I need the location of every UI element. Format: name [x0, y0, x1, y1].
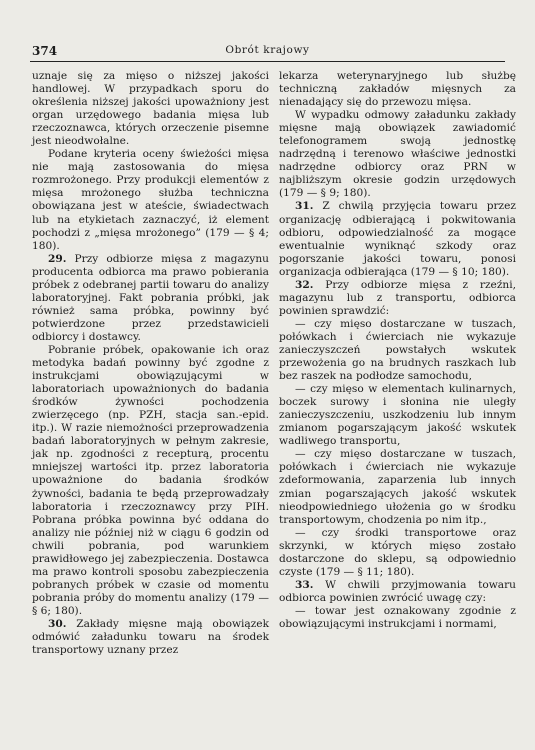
list-item: — czy mięso w elementach kulinarnych, boczek surowy i słonina nie uległy zanieczyszczeniu, uszkodzeniu lub innym zmianom pogarszającym jakość wskutek wadliwego transportu, — [279, 383, 516, 448]
header-rule — [30, 61, 505, 62]
paragraph-32 — [279, 279, 516, 318]
paragraph-33 — [279, 579, 516, 605]
paragraph-30 — [32, 618, 269, 657]
section-number: 30. — [48, 617, 67, 630]
paragraph: Podane kryteria oceny świeżości mięsa nie mają zastosowania do mięsa rozmrożonego. Przy produkcji elementów z mięsa mrożonego służba techniczna obowiązana jest w ateście, świadectwach lub na etykietach zaznaczyć, iż element pochodzi z „mięsa mrożonego” (179 — § 4; 180). — [32, 148, 269, 252]
paragraph-text: Przy odbiorze mięsa z rzeźni, magazynu lub z transportu, odbiorca powinien sprawdzić: — [279, 278, 516, 317]
paragraph: uznaje się za mięso o niższej jakości handlowej. W przypadkach sporu do określenia niższej jakości upoważniony jest organ urzędowego badania mięsa lub rzeczoznawca, których orzeczenie pisemne jest nieodwołalne. — [32, 70, 269, 148]
list-item: — czy środki transportowe oraz skrzynki, w których mięso zostało dostarczone do sklepu, są odpowiednio czyste (179 — § 11; 180). — [279, 526, 516, 578]
paragraph-text: Przy odbiorze mięsa z magazynu producenta odbiorca ma prawo pobierania próbek z odebranej partii towaru do analizy laboratoryjnej. Fakt pobrania próbki, jak również sama próbka, powinny być potwierdzone przez przedstawicieli odbiorcy i dostawcy. — [32, 252, 269, 343]
list-item: — towar jest oznakowany zgodnie z obowiązującymi instrukcjami i normami, — [279, 604, 516, 630]
list-item: — czy mięso dostarczane w tuszach, połówkach i ćwierciach nie wykazuje zanieczyszczeń powstałych wskutek przewożenia go na brudnych raszkach lub bez raszek na podłodze samochodu, — [279, 317, 516, 383]
left-column — [32, 70, 269, 657]
section-number: 31. — [295, 200, 314, 213]
section-number: 32. — [295, 278, 314, 291]
paragraph: lekarza weterynaryjnego lub służbę techniczną zakładów mięsnych za nienadający się do przewozu mięsa. — [279, 70, 516, 109]
paragraph-text: W chwili przyjmowania towaru odbiorca powinien zwrócić uwagę czy: — [279, 578, 516, 604]
paragraph: Pobranie próbek, opakowanie ich oraz metodyka badań powinny być zgodne z instrukcjami obowiązującymi w laboratoriach upoważnionych do badania środków żywności pochodzenia zwierzęcego (np. PZH, stacja san.-epid. itp.). W razie niemożności przeprowadzenia badań laboratoryjnych w pełnym zakresie, jak np. zgodności z recepturą, procentu mniejszej wartości itp. przez laboratoria upoważnione do badania środków żywności, badania te będą przeprowadzały laboratoria i rzeczoznawcy przy PIH. Pobrana próbka powinna być oddana do analizy nie później niż w ciągu 6 godzin od chwili pobrania, pod warunkiem prawidłowego jej zabezpieczenia. Dostawca ma prawo kontroli sposobu zabezpieczenia pobranych próbek w czasie od momentu pobrania próby do momentu analizy (179 — § 6; 180). — [32, 343, 269, 617]
paragraph-text: Z chwilą przyjęcia towaru przez organizację odbierającą i pokwitowania odbioru, odpowiedzialność za mogące ewentualnie wyniknąć szkody oraz pogorszanie jakości towaru, ponosi organizacja odbierająca (179 — § 10; 180). — [279, 200, 516, 278]
paragraph: W wypadku odmowy załadunku zakłady mięsne mają obowiązek zawiadomić telefonogramem swoją jednostkę nadrzędną i terenowo właściwe jednostki nadrzędne odbiorcy oraz PRN w najbliższym okresie godzin urzędowych (179 — § 9; 180). — [279, 109, 516, 200]
page-number: 374 — [32, 44, 58, 58]
paragraph-29 — [32, 253, 269, 344]
section-number: 29. — [48, 252, 67, 265]
section-number: 33. — [295, 578, 314, 591]
list-item: — czy mięso dostarczane w tuszach, połówkach i ćwierciach nie wykazuje zdeformowania, zaparzenia lub innych zmian pogarszających jakość wskutek nieodpowiedniego ułożenia go w środku transportowym, chodzenia po nim itp., — [279, 448, 516, 526]
right-column — [279, 70, 516, 631]
running-header-title: Obrót krajowy — [225, 44, 310, 56]
paragraph-31 — [279, 200, 516, 278]
paragraph-text: Zakłady mięsne mają obowiązek odmówić załadunku towaru na środek transportowy uznany przez — [32, 617, 269, 657]
